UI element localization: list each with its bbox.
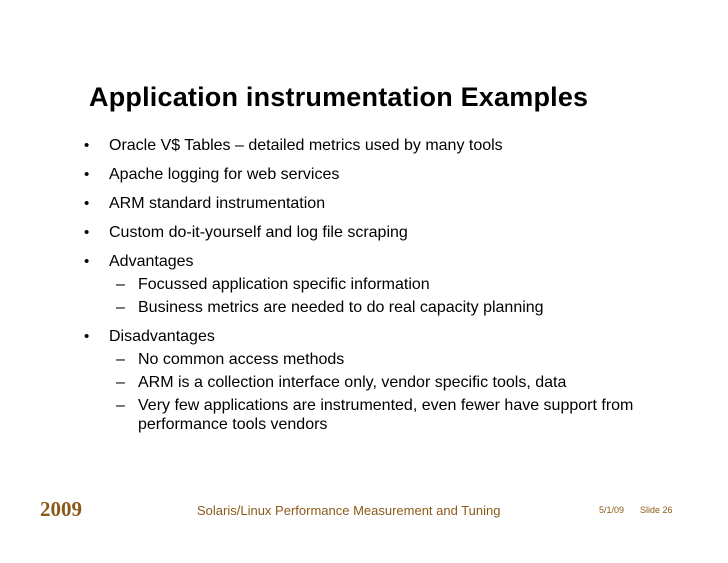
sub-bullet-text: Very few applications are instrumented, even fewer have support from performance tools vendors — [138, 397, 634, 433]
bullet-text: Advantages — [109, 253, 194, 270]
bullet-marker: • — [84, 166, 90, 183]
sub-bullet-item — [109, 298, 684, 317]
slide-title: Application instrumentation Examples — [89, 82, 589, 112]
sub-bullet-text: No common access methods — [138, 351, 345, 368]
bullet-list — [84, 136, 684, 444]
footer-date: 5/1/09 — [599, 505, 625, 515]
sub-bullet-item — [109, 373, 684, 392]
sub-bullet-list — [109, 275, 684, 317]
bullet-text: Disadvantages — [109, 328, 215, 345]
sub-bullet-item — [109, 396, 684, 434]
bullet-marker: • — [84, 328, 90, 345]
bullet-item — [84, 165, 684, 184]
bullet-item — [84, 223, 684, 242]
bullet-item-advantages — [84, 252, 684, 317]
dash-marker: – — [116, 351, 125, 368]
dash-marker: – — [116, 276, 125, 293]
sub-bullet-text: Focussed application specific information — [138, 276, 430, 293]
footer-title: Solaris/Linux Performance Measurement and Tuning — [197, 503, 501, 518]
bullet-marker: • — [84, 253, 90, 270]
bullet-item — [84, 136, 684, 155]
bullet-marker: • — [84, 137, 90, 154]
dash-marker: – — [116, 374, 125, 391]
sub-bullet-list — [109, 350, 684, 434]
bullet-text: ARM standard instrumentation — [109, 195, 326, 212]
bullet-marker: • — [84, 224, 90, 241]
bullet-item-disadvantages — [84, 327, 684, 434]
dash-marker: – — [116, 299, 125, 316]
footer-slide-number: Slide 26 — [640, 505, 673, 515]
sub-bullet-item — [109, 275, 684, 294]
bullet-text: Custom do-it-yourself and log file scraping — [109, 224, 408, 241]
bullet-item — [84, 194, 684, 213]
bullet-text: Oracle V$ Tables – detailed metrics used by many tools — [109, 137, 503, 154]
footer-year: 2009 — [40, 497, 82, 521]
bullet-marker: • — [84, 195, 90, 212]
dash-marker: – — [116, 397, 125, 414]
sub-bullet-text: ARM is a collection interface only, vendor specific tools, data — [138, 374, 567, 391]
bullet-text: Apache logging for web services — [109, 166, 340, 183]
sub-bullet-text: Business metrics are needed to do real capacity planning — [138, 299, 544, 316]
sub-bullet-item — [109, 350, 684, 369]
